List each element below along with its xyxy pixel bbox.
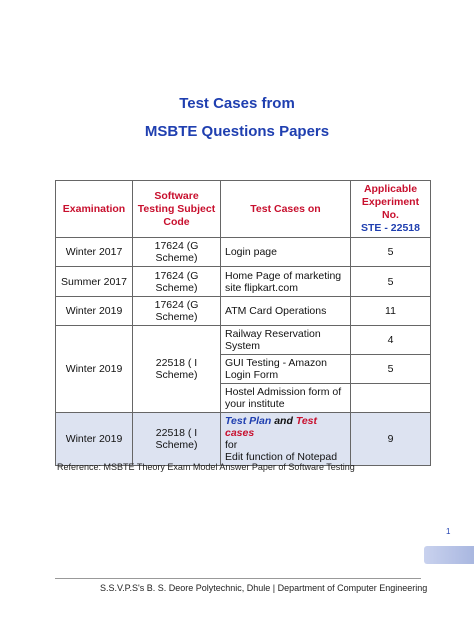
header-examination: Examination (56, 181, 133, 238)
experiment-cell: 9 (351, 413, 431, 466)
footer-text: S.S.V.P.S's B. S. Deore Polytechnic, Dhule | Department of Computer Engineering (100, 583, 428, 593)
experiment-cell: 5 (351, 238, 431, 267)
test-plan-label: Test Plan (225, 415, 272, 427)
subject-code-cell: 17624 (G Scheme) (133, 297, 221, 326)
table-row-highlighted (56, 413, 431, 466)
test-cases-label: Test cases (225, 415, 318, 439)
and-label: and (274, 415, 293, 427)
page-title: Test Cases from (179, 95, 295, 112)
exam-cell: Winter 2017 (56, 238, 133, 267)
subject-code-cell: 22518 ( I Scheme) (133, 413, 221, 466)
test-case-cell: GUI Testing - Amazon Login Form (221, 355, 351, 384)
table-row (56, 297, 431, 326)
header-experiment-label: Applicable Experiment No. (361, 183, 420, 221)
test-case-cell: Hostel Admission form of your institute (221, 384, 351, 413)
for-label: for (225, 439, 238, 451)
test-case-cell: Railway Reservation System (221, 326, 351, 355)
exam-cell: Summer 2017 (56, 267, 133, 297)
table-header-row (56, 181, 431, 238)
footer-divider (55, 578, 421, 579)
test-case-cell: Home Page of marketing site flipkart.com (221, 267, 351, 297)
page-number: 1 (446, 527, 451, 536)
header-experiment-no (351, 181, 431, 238)
exam-cell: Winter 2019 (56, 413, 133, 466)
exam-cell: Winter 2019 (56, 326, 133, 413)
header-subject-code: Software Testing Subject Code (133, 181, 221, 238)
header-test-cases: Test Cases on (221, 181, 351, 238)
test-case-cell (221, 413, 351, 466)
reference-note: Reference: MSBTE Theory Exam Model Answer Paper of Software Testing (57, 462, 355, 472)
subject-code-cell: 22518 ( I Scheme) (133, 326, 221, 413)
experiment-cell: 4 (351, 326, 431, 355)
test-case-tail: Edit function of Notepad (225, 451, 338, 463)
table-row (56, 326, 431, 355)
header-experiment-code: STE - 22518 (361, 222, 420, 234)
test-case-cell: ATM Card Operations (221, 297, 351, 326)
experiment-cell (351, 384, 431, 413)
test-case-cell: Login page (221, 238, 351, 267)
subject-code-cell: 17624 (G Scheme) (133, 238, 221, 267)
exam-cell: Winter 2019 (56, 297, 133, 326)
page-subtitle: MSBTE Questions Papers (144, 123, 330, 140)
table-row (56, 267, 431, 297)
experiment-cell: 5 (351, 355, 431, 384)
test-cases-table (55, 180, 431, 466)
experiment-cell: 11 (351, 297, 431, 326)
subject-code-cell: 17624 (G Scheme) (133, 267, 221, 297)
table-row (56, 238, 431, 267)
experiment-cell: 5 (351, 267, 431, 297)
page-tab-decoration (424, 546, 474, 564)
